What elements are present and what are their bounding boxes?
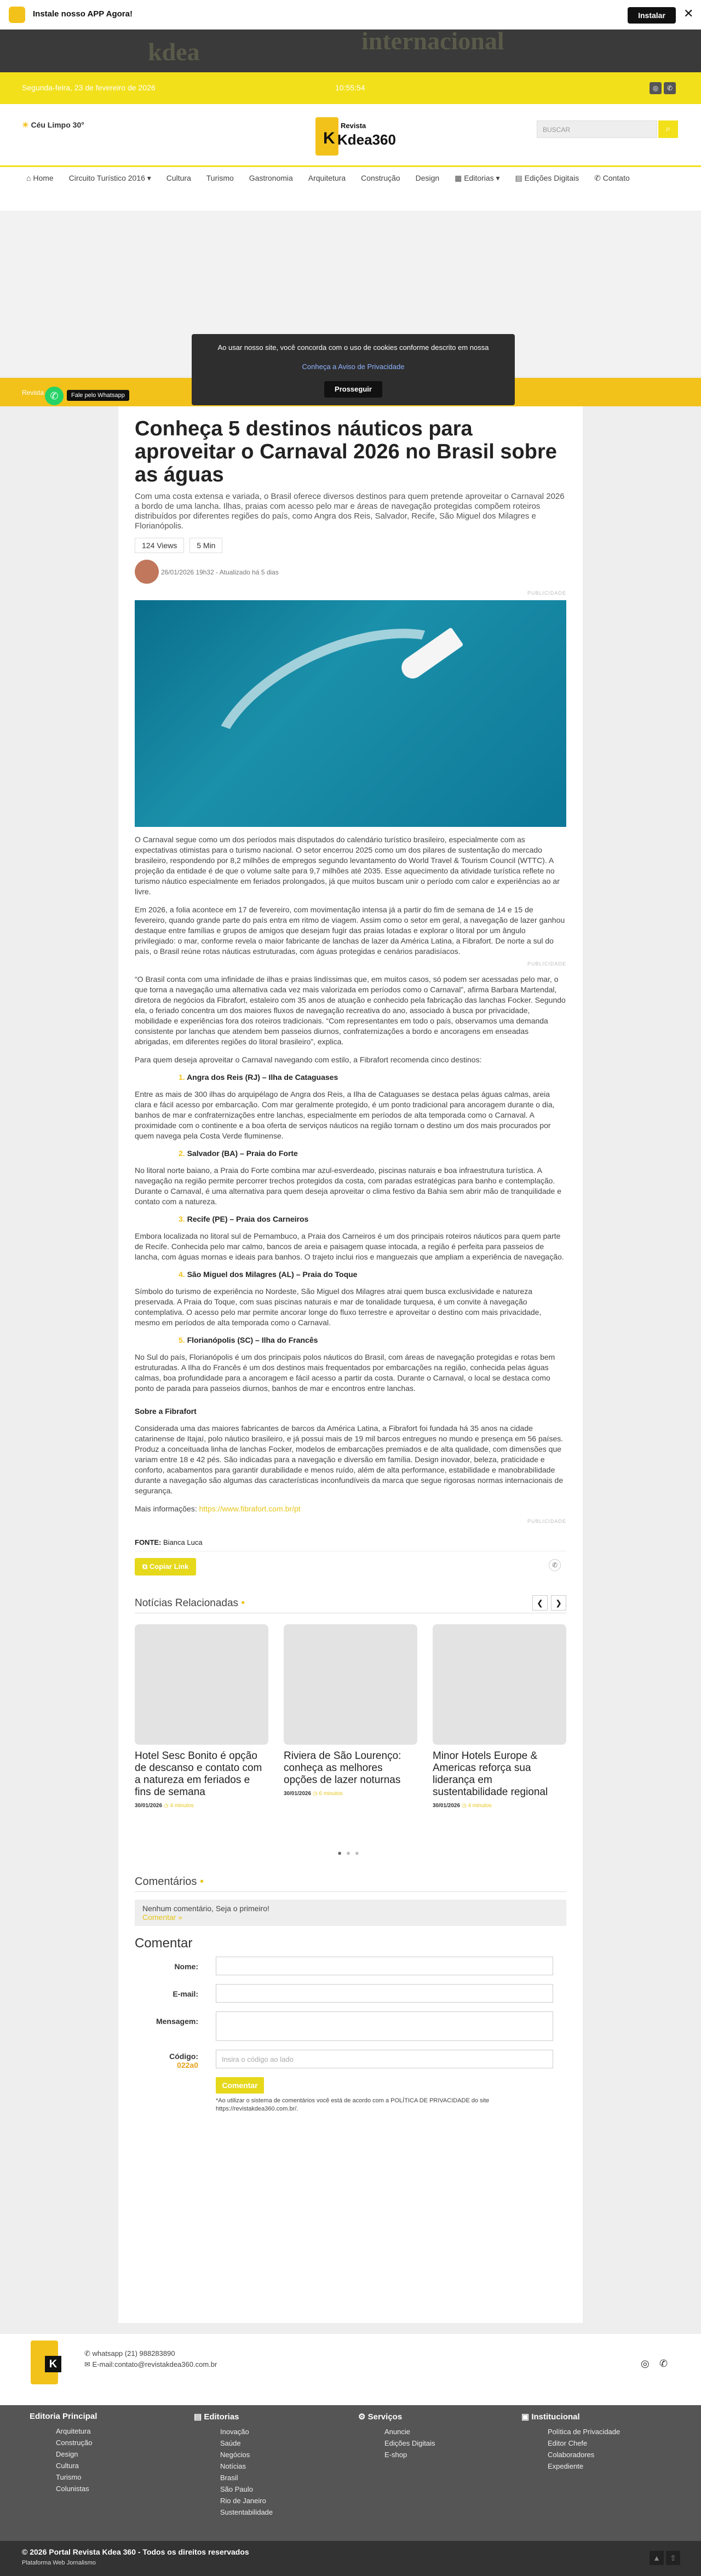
message-field[interactable] (216, 2011, 553, 2041)
paragraph: No litoral norte baiano, a Praia do Forte combina mar azul-esverdeado, piscinas naturais e boa infraestrutura turística. A navegação na região permite percorrer trechos protegidos da costa, com paradas estratégicas para banho e contemplação. Durante o Carnaval, é uma alternativa para quem deseja aproveitar o clima festivo da Bahia sem abrir mão de tranquilidade e contato com a natureza. (135, 1166, 561, 1206)
carousel-dots[interactable]: ●●● (337, 1849, 364, 1857)
more-info-link[interactable]: https://www.fibrafort.com.br/pt (199, 1504, 301, 1513)
comment-form: Nome: E-mail: Mensagem: Código: 022a0 Insira o código ao lado Comentar *Ao utilizar o sistema de comentários você está de acordo com a POLÍTICA DE PRIVACIDADE do site https://revistakdea360.com.br/. (135, 1957, 566, 2113)
close-icon[interactable]: ✕ (683, 7, 694, 20)
paragraph: No Sul do país, Florianópolis é um dos principais polos náuticos do Brasil, com áreas de navegação protegidas e rotas bem estruturadas. A Ilha do Francês é um dos destinos mais frequentados por embarcações na região, conhecida pelas águas calmas, boa profundidade para a ancoragem e fácil acesso a partir da costa. Durante o Carnaval, o local se destaca como ponto de parada para passeios diurnos, banhos de mar e encontros entre lanchas. (135, 1353, 555, 1393)
card-date: 30/01/2026 ◷ 6 minutos (284, 1791, 343, 1797)
no-comments-box: Nenhum comentário, Seja o primeiro! Comentar » (135, 1900, 566, 1926)
card-image (284, 1624, 417, 1745)
whatsapp-icon[interactable]: ✆ (659, 2358, 668, 2369)
footer-link[interactable]: E-shop (384, 2451, 407, 2459)
phone-icon: ✆ (594, 174, 603, 182)
banner-word: internacional (361, 30, 504, 55)
footer-top (0, 2334, 701, 2405)
nav-item-gastronomia[interactable]: Gastronomia (249, 174, 293, 182)
footer-link[interactable]: Notícias (220, 2462, 246, 2470)
footer-link[interactable]: Colaboradores (548, 2451, 595, 2459)
comments-heading: Comentários • (135, 1876, 566, 1892)
code-field[interactable]: Insira o código ao lado (216, 2050, 553, 2068)
paragraph: “O Brasil conta com uma infinidade de ilhas e praias lindíssimas que, em muitos casos, só podem ser acessadas pelo mar, o que torna a navegação uma alternativa cada vez mais valorizada em períodos como o Carnaval”, afirma Barbara Martendal, diretora de negócios da Fibrafort, estaleiro com 35 anos de atuação e conhecido pela fabricação das lanchas Focker. Segundo ela, o feriado concentra um dos maiores fluxos de navegação recreativa do ano, associado à busca por privacidade, mobilidade e experiências fora dos roteiros tradicionais. “Com representantes em todo o país, observamos uma demanda consistente por lanchas que atendem bem passeios diurnos, confraternizações a bordo e ancoragens em enseadas abrigadas, em diferentes regiões do litoral brasileiro”, explica. (135, 975, 566, 1046)
grid-icon: ▦ (455, 174, 464, 182)
gear-icon: ⚙ (358, 2412, 368, 2422)
name-field[interactable] (216, 1957, 553, 1975)
site-header (0, 104, 701, 165)
email-field[interactable] (216, 1984, 553, 2003)
document-icon: ▤ (515, 174, 525, 182)
whatsapp-icon: ✆ (84, 2349, 93, 2358)
footer-link[interactable]: Brasil (220, 2474, 238, 2482)
clock-icon: ◷ (163, 1803, 169, 1809)
paragraph: Considerada uma das maiores fabricantes de barcos da América Latina, a Fibrafort foi fundada há 35 anos na cidade catarinense de Itajaí, polo náutico brasileiro, e já possui mais de 19 mil barcos entregues no mundo e presença em 56 países. Produz a conceituada linha de lanchas Focker, modelos de embarcações premiados e de alta qualidade, com dimensões que variam entre 18 e 42 pés. São indicadas para a navegação e diversão em família. Design inovador, beleza, praticidade e conforto, acabamentos para garantir durabilidade e menos ruído, além de alta performance, estabilidade e manobrabilidade durante a navegação são algumas das características inconfundíveis da marca que segue rigorosas normas internacionais de segurança. (135, 1424, 564, 1495)
whatsapp-tooltip: Fale pelo Whatsapp (67, 390, 129, 401)
card-title: Minor Hotels Europe & Americas reforça sua liderança em sustentabilidade regional (433, 1750, 548, 1798)
footer-logo[interactable]: K (31, 2341, 74, 2384)
weather-text: Céu Limpo 30° (31, 120, 84, 129)
nav-item-circuito[interactable]: Circuito Turístico 2016 ▾ (68, 174, 151, 182)
footer-col: Editoria Principal Arquitetura Construção Design Cultura Turismo Colunistas (30, 2412, 97, 2494)
instagram-icon[interactable]: ◎ (650, 82, 662, 94)
paragraph: Embora localizada no litoral sul de Pernambuco, a Praia dos Carneiros é um dos principais roteiros náuticos para quem parte de Recife. Conhecida pelo mar calmo, bancos de areia e paisagem quase intocada, a região é perfeita para passeios de lancha, com águas mornas e ideais para banhos. O trajeto inclui rios e manguezais que ampliam a experiência de navegação. (135, 1232, 564, 1261)
platform-credit: Plataforma Web Jornalismo (22, 2560, 96, 2566)
ad-label: PUBLICIDADE (527, 961, 566, 967)
nav-item-home[interactable]: ⌂ Home (26, 174, 54, 182)
nav-item-turismo[interactable]: Turismo (206, 174, 234, 182)
footer-col: ▤ Editorias Inovação Saúde Negócios Notícias Brasil São Paulo Rio de Janeiro Sustentabilidade (194, 2412, 273, 2518)
share-whatsapp-icon[interactable]: ✆ (549, 1559, 561, 1571)
nav-item-edicoes[interactable]: ▤ Edições Digitais (515, 174, 579, 182)
destination-heading: 2. Salvador (BA) – Praia do Forte (179, 1149, 298, 1158)
current-time: 10:55:54 (335, 83, 365, 92)
card-date: 30/01/2026 ◷ 4 minutos (433, 1803, 492, 1809)
copyright: © 2026 Portal Revista Kdea 360 - Todos os direitos reservados (22, 2548, 249, 2556)
ad-label: PUBLICIDADE (527, 1519, 566, 1524)
related-card[interactable] (284, 1624, 417, 1838)
paragraph: Símbolo do turismo de experiência no Nordeste, São Miguel dos Milagres atrai quem busca exclusividade e natureza preservada. A Praia do Toque, com suas piscinas naturais e mar de tonalidade turquesa, é um convite à navegação contemplativa. O acesso pelo mar permite ancorar longe do fluxo terrestre e aproveitar o destino com mais privacidade, mesmo em períodos de alta temporada como o Carnaval. (135, 1287, 542, 1327)
article-date: 26/01/2026 19h32 - Atualizado há 5 dias (161, 568, 279, 576)
footer-link[interactable]: Rio de Janeiro (220, 2497, 266, 2505)
copy-icon: ⧉ (142, 1562, 150, 1571)
destination-heading: 5. Florianópolis (SC) – Ilha do Francês (179, 1336, 318, 1344)
footer-link[interactable]: Sustentabilidade (220, 2508, 273, 2516)
footer-link[interactable]: Editor Chefe (548, 2439, 588, 2447)
read-time-badge: 5 Min (189, 538, 222, 553)
footer-link[interactable]: Colunistas (56, 2485, 89, 2493)
footer-link[interactable]: Anuncie (384, 2428, 410, 2436)
policy-notice: *Ao utilizar o sistema de comentários você está de acordo com a POLÍTICA DE PRIVACIDADE do site https://revistakdea360.com.br/. (216, 2097, 490, 2112)
cookie-message: Ao usar nosso site, você concorda com o uso de cookies conforme descrito em nossa (217, 343, 489, 352)
home-icon: ⌂ (26, 174, 33, 182)
footer-link[interactable]: Cultura (56, 2462, 79, 2470)
destination-heading: 4. São Miguel dos Milagres (AL) – Praia do Toque (179, 1270, 358, 1279)
footer-links (0, 2405, 701, 2541)
destination-heading: 1. Angra dos Reis (RJ) – Ilha de Cataguases (179, 1073, 338, 1082)
card-date: 30/01/2026 ◷ 4 minutos (135, 1803, 194, 1809)
document-icon: ▤ (194, 2412, 204, 2422)
related-card[interactable] (135, 1624, 268, 1838)
comment-form-title: Comentar (135, 1936, 193, 1951)
nav-item-contato[interactable]: ✆ Contato (594, 174, 630, 182)
paragraph: Entre as mais de 300 ilhas do arquipélago de Angra dos Reis, a Ilha de Cataguases se destaca pelas águas calmas, areia clara e fácil acesso por embarcação. Com mar geralmente protegido, é um ponto tradicional para ancoragem durante o dia, banhos de mar e confraternizações entre lanchas, especialmente em períodos de alta temporada como o Carnaval. A proximidade com o continente e a boa oferta de serviços náuticos na região tornam o destino um dos mais procurados por quem navega pela Costa Verde fluminense. (135, 1090, 555, 1140)
article-card (118, 406, 583, 2323)
nav-item-arquitetura[interactable]: Arquitetura (308, 174, 346, 182)
comment-cta-link[interactable]: Comentar » (142, 1913, 183, 1922)
paragraph: Para quem deseja aproveitar o Carnaval navegando com estilo, a Fibrafort recomenda cinco destinos: (135, 1055, 482, 1064)
footer-link[interactable]: Expediente (548, 2462, 584, 2470)
more-info: Mais informações: https://www.fibrafort.com.br/pt (135, 1504, 301, 1513)
app-icon (9, 7, 25, 23)
clock-icon: ◷ (461, 1803, 467, 1809)
search-icon[interactable]: ⌕ (658, 120, 678, 138)
card-image (433, 1624, 566, 1745)
captcha-code: 022a0 (177, 2061, 198, 2069)
hero-image (135, 600, 566, 827)
scroll-up-icon[interactable]: ▲ (650, 2551, 664, 2565)
views-badge: 124 Views (135, 538, 184, 553)
footer-whatsapp[interactable]: ✆ whatsapp (21) 988283890 (84, 2349, 175, 2358)
comment-submit-button[interactable]: Comentar (216, 2077, 264, 2094)
footer-link[interactable]: Negócios (220, 2451, 250, 2459)
paragraph: Em 2026, a folia acontece em 17 de fevereiro, com movimentação intensa já a partir do fim de semana de 14 e 15 de fevereiro, quando grande parte do país entra em ritmo de viagem. Assim como o setor em geral, a navegação de lazer ganhou destaque entre famílias e grupos de amigos que desejam fugir das praias lotadas e explorar o litoral por um ângulo privilegiado: o mar, conforme revela o maior fabricante de lanchas de lazer da América Latina, a Fibrafort. De norte a sul do país, o Brasil reúne rotas náuticas estruturadas, com águas protegidas e cenários paradisíacos. (135, 905, 565, 956)
banner-word: kdea (148, 38, 200, 66)
article-body (135, 835, 566, 1524)
nav-item-editorias[interactable]: ▦ Editorias ▾ (455, 174, 500, 182)
footer-link[interactable]: Inovação (220, 2428, 249, 2436)
weather (22, 120, 84, 130)
article-title: Conheça 5 destinos náuticos para aproveitar o Carnaval 2026 no Brasil sobre as águas (135, 417, 557, 486)
article-lead: Com uma costa extensa e variada, o Brasil oferece diversos destinos para quem pretende aproveitar o Carnaval 2026 a bordo de uma lancha. Ilhas, praias com acesso pelo mar e áreas de navegação protegidas compõem roteiros distribuídos por diferentes regiões do país, como Angra dos Reis, Salvador, Recife, São Miguel dos Milagres e Florianópolis. (135, 492, 565, 531)
footer-link[interactable]: Construção (56, 2439, 93, 2447)
source-line: FONTE: Bianca Luca (135, 1538, 566, 1551)
card-title: Hotel Sesc Bonito é opção de descanso e contato com a natureza em feriados e fins de semana (135, 1750, 262, 1798)
app-install-text: Instale nosso APP Agora! (33, 9, 133, 19)
carousel-next-icon[interactable]: ❯ (551, 1595, 566, 1611)
logo-top: Revista (341, 122, 366, 130)
footer-bottom (0, 2541, 701, 2576)
footer-link[interactable]: Arquitetura (56, 2427, 91, 2435)
card-title: Riviera de São Lourenço: conheça as melhores opções de lazer noturnas (284, 1750, 401, 1786)
ad-label: PUBLICIDADE (527, 590, 566, 596)
footer-col: ▣ Institucional Política de Privacidade Editor Chefe Colaboradores Expediente (521, 2412, 620, 2472)
paragraph: O Carnaval segue como um dos períodos mais disputados do calendário turístico brasileiro, especialmente com as expectativas otimistas para o turismo nacional. O setor encerrou 2025 como um dos pilares de sustentação do mercado brasileiro, respondendo por 8,2 milhões de empregos segundo levantamento do World Travel & Tourism Council (WTTC). A projeção da entidade é de que o volume salte para 9,7 milhões até 2035. Esse aquecimento da atividade turística reflete no turismo náutico especialmente em feriados prolongados, já que muitos buscam unir o período com calor e experiências ao ar livre. (135, 835, 560, 896)
footer-link[interactable]: Saúde (220, 2439, 241, 2447)
mail-icon: ✉ (84, 2360, 93, 2368)
related-card[interactable] (433, 1624, 566, 1838)
footer-link[interactable]: Design (56, 2450, 78, 2458)
footer-link[interactable]: Turismo (56, 2473, 82, 2481)
author-row (135, 560, 566, 586)
footer-link[interactable]: Edições Digitais (384, 2439, 435, 2447)
logo-main: Kdea360 (337, 131, 396, 148)
footer-link[interactable]: São Paulo (220, 2485, 253, 2493)
cookie-accept-button[interactable]: Prosseguir (324, 381, 382, 398)
card-image (135, 1624, 268, 1745)
carousel-prev-icon[interactable]: ❮ (532, 1595, 548, 1611)
install-button[interactable]: Instalar (628, 7, 676, 24)
about-heading: Sobre a Fibrafort (135, 1407, 197, 1416)
date-bar (0, 72, 701, 104)
nav-item-cultura[interactable]: Cultura (166, 174, 191, 182)
footer-col: ⚙ Serviços Anuncie Edições Digitais E-shop (358, 2412, 435, 2460)
related-carousel (135, 1624, 566, 1838)
search-input[interactable]: BUSCAR (537, 120, 657, 138)
instagram-icon[interactable]: ◎ (641, 2358, 650, 2369)
cookie-dialog (192, 334, 515, 405)
avatar (135, 560, 159, 584)
main-nav (0, 165, 701, 211)
whatsapp-icon[interactable]: ✆ (664, 82, 676, 94)
sun-icon: ☀ (22, 120, 29, 129)
current-date: Segunda-feira, 23 de fevereiro de 2026 (22, 83, 156, 92)
app-install-bar (0, 0, 701, 30)
whatsapp-float-icon[interactable]: ✆ (45, 387, 64, 405)
site-logo[interactable]: K Revista Kdea360 (315, 117, 386, 156)
building-icon: ▣ (521, 2412, 532, 2422)
destination-heading: 3. Recife (PE) – Praia dos Carneiros (179, 1215, 309, 1223)
clock-icon: ◷ (312, 1791, 318, 1797)
nav-item-construcao[interactable]: Construção (361, 174, 400, 182)
nav-item-design[interactable]: Design (415, 174, 440, 182)
top-banner[interactable] (0, 30, 701, 72)
footer-link[interactable]: Política de Privacidade (548, 2428, 620, 2436)
copy-link-button[interactable]: ⧉ Copiar Link (135, 1558, 196, 1576)
related-heading: Notícias Relacionadas • ❮ ❯ (135, 1597, 566, 1613)
footer-email[interactable]: ✉ E-mail:contato@revistakdea360.com.br (84, 2360, 217, 2368)
scroll-top-icon[interactable]: ⇧ (666, 2551, 680, 2565)
privacy-link[interactable]: Conheça a Aviso de Privacidade (302, 363, 405, 371)
band-label: Revista (22, 389, 44, 396)
